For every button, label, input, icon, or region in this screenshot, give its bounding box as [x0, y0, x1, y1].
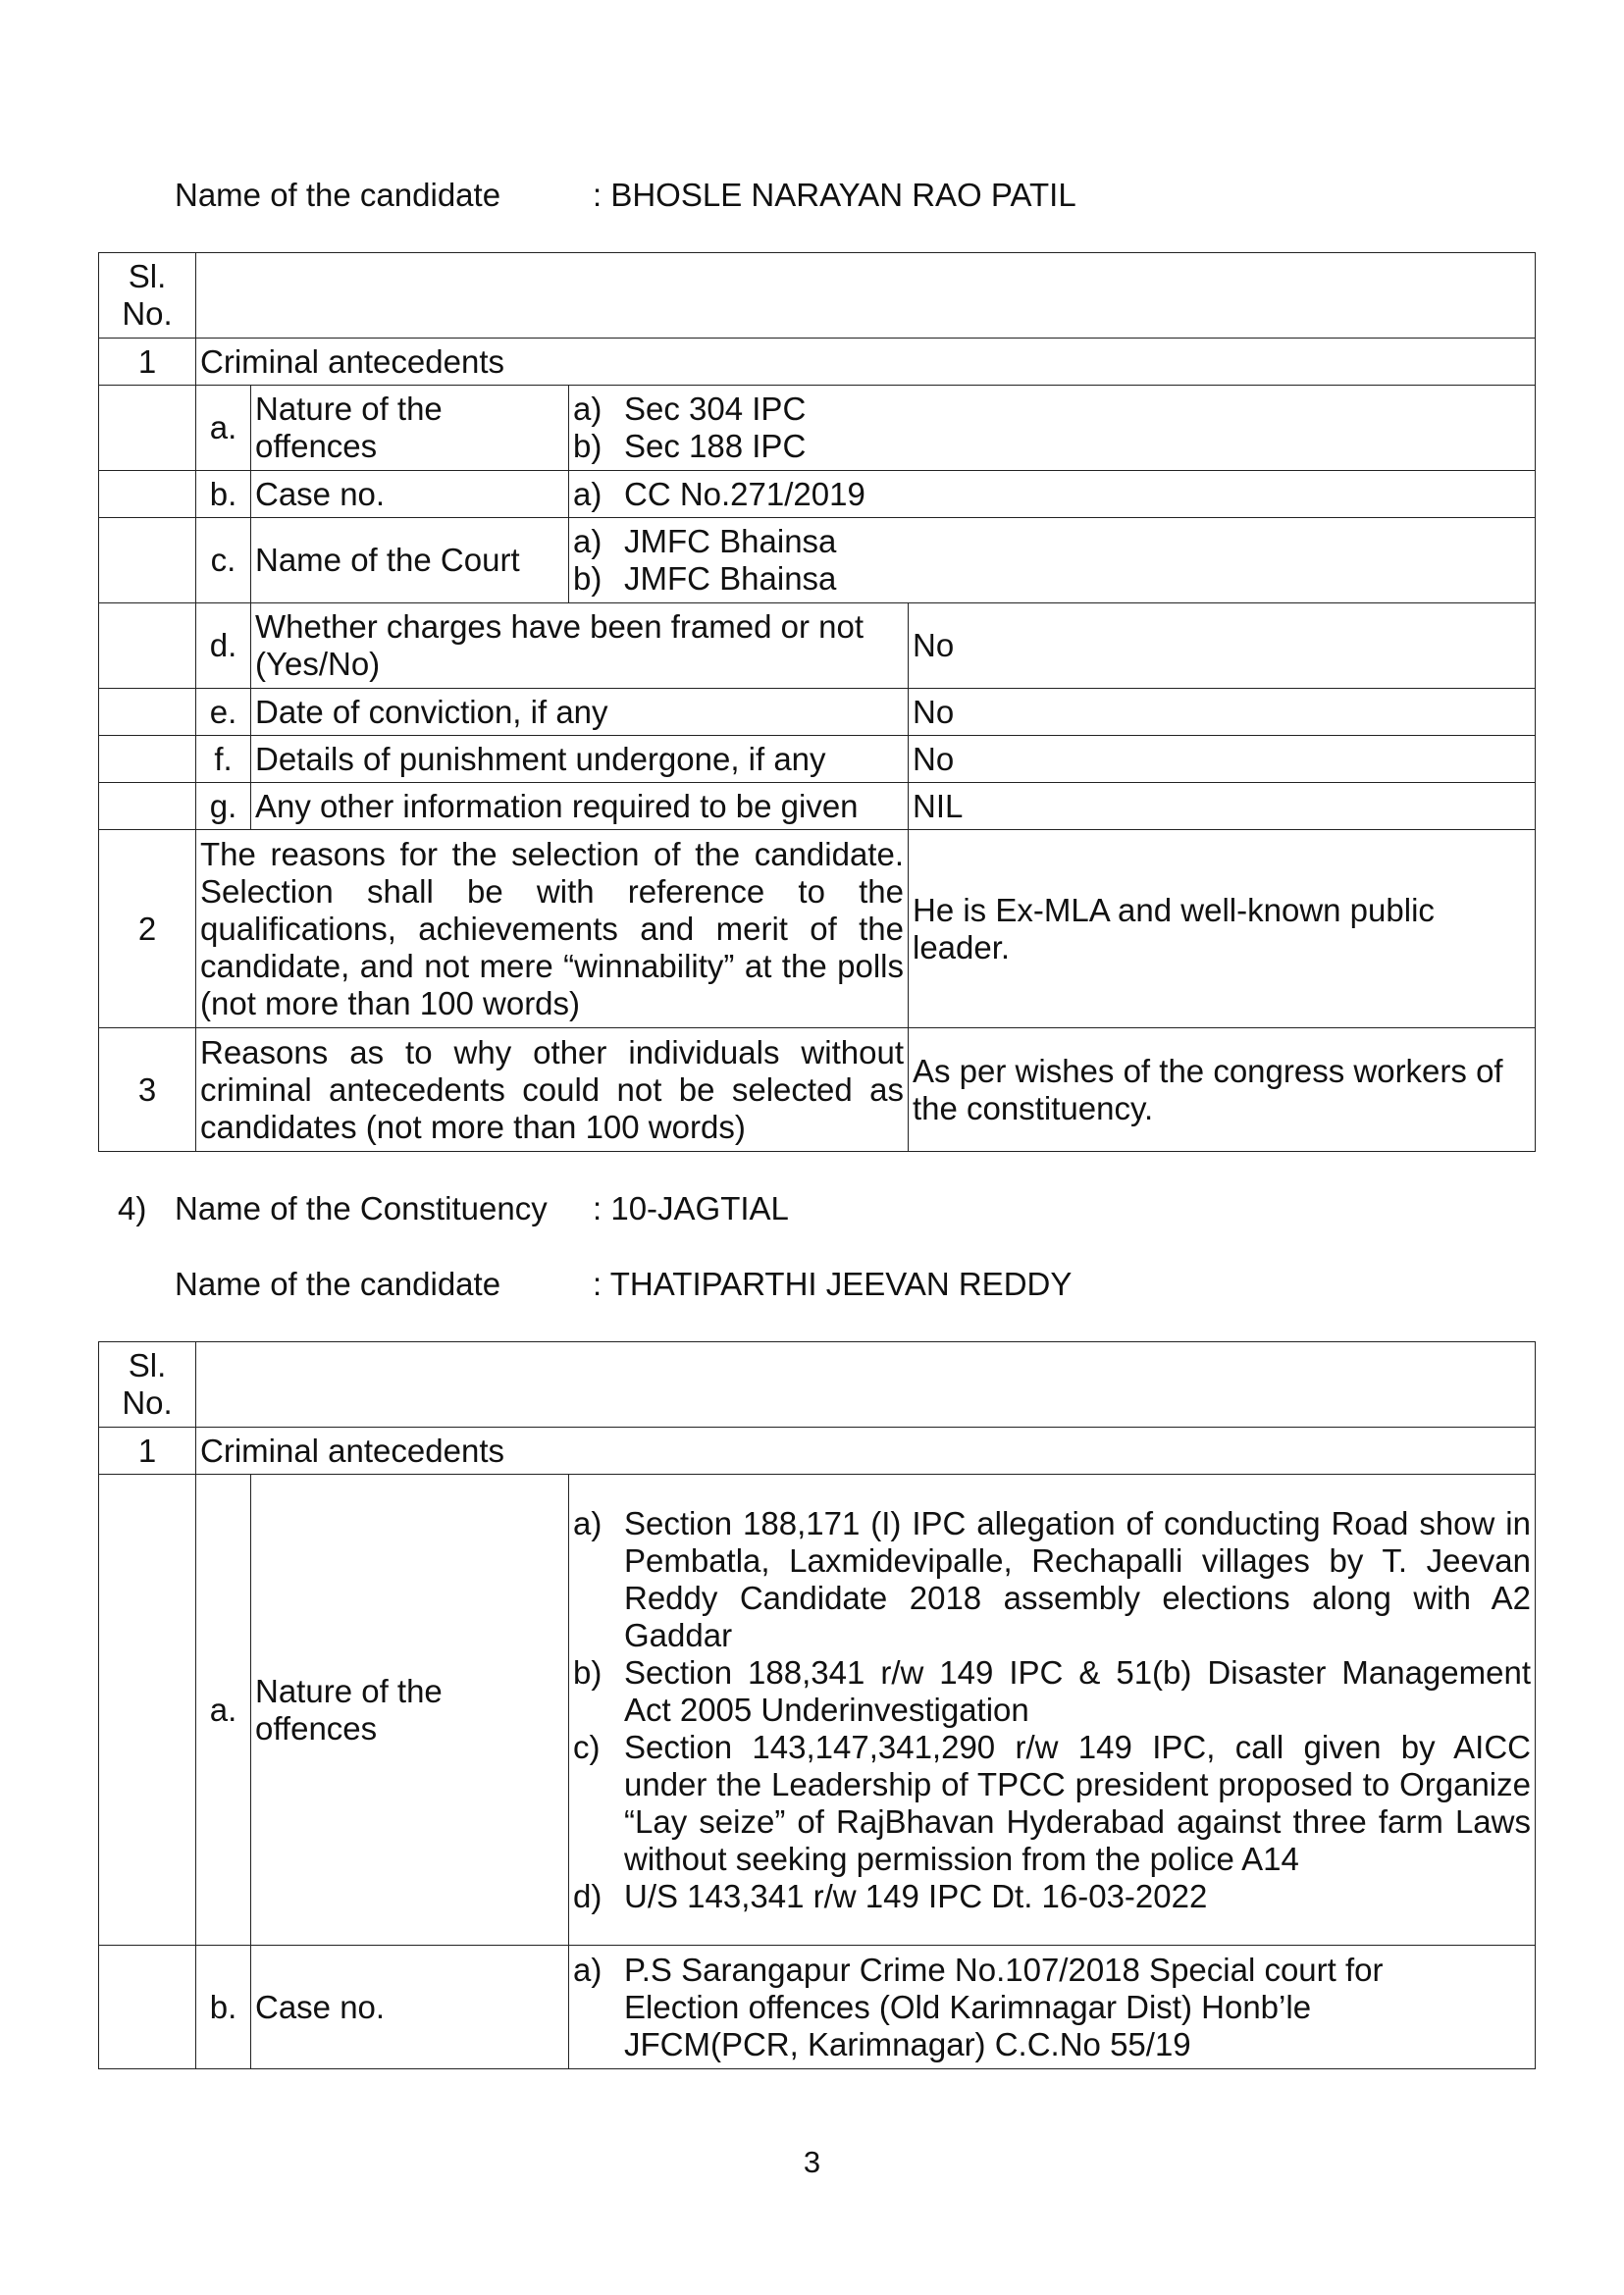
case-no-list: a) P.S Sarangapur Crime No.107/2018 Special court for Election offences (Old Karimnagar Dist) Honb’le JFCM(PCR, Karimnagar) C.C.No 55/19 [569, 1946, 1536, 2069]
sl-no-header: Sl. No. [99, 1342, 196, 1428]
other-info-label: Any other information required to be given [251, 783, 909, 830]
constituency-number: 4) [118, 1190, 147, 1226]
case-no-label: Case no. [251, 471, 569, 518]
court-list: a) JMFC Bhainsa b) JMFC Bhainsa [569, 518, 1536, 603]
criminal-antecedents-table-1 [98, 252, 1536, 1152]
sub-item-key: b. [196, 471, 251, 518]
constituency-value: : 10-JAGTIAL [593, 1190, 789, 1226]
candidate-name-value: : BHOSLE NARAYAN RAO PATIL [593, 177, 1076, 213]
case-no-label: Case no. [251, 1946, 569, 2069]
sub-item-key: c. [196, 518, 251, 603]
sl-no-header: Sl. No. [99, 253, 196, 339]
sub-item-key: a. [196, 386, 251, 471]
conviction-date-label: Date of conviction, if any [251, 689, 909, 736]
sub-item-key: b. [196, 1946, 251, 2069]
candidate-name-label: Name of the candidate [175, 1266, 501, 1302]
row-number: 1 [99, 339, 196, 386]
page-number: 3 [803, 2145, 821, 2179]
case-no-list: a) CC No.271/2019 [569, 471, 1536, 518]
candidate-name-value: : THATIPARTHI JEEVAN REDDY [593, 1266, 1073, 1302]
criminal-antecedents-label: Criminal antecedents [196, 339, 1536, 386]
sub-item-key: a. [196, 1475, 251, 1946]
offences-list: a) Sec 304 IPC b) Sec 188 IPC [569, 386, 1536, 471]
nature-of-offences-label: Nature of the offences [251, 1475, 569, 1946]
selection-reasons-label: The reasons for the selection of the candidate. Selection shall be with reference to the qualifications, achievements and merit of the candidate, and not mere “winnability” at the polls (not more than 100 words) [196, 830, 909, 1028]
charges-framed-label: Whether charges have been framed or not (Yes/No) [251, 603, 909, 689]
criminal-antecedents-table-2 [98, 1341, 1536, 2069]
court-name-label: Name of the Court [251, 518, 569, 603]
punishment-value: No [909, 736, 1536, 783]
constituency-label: Name of the Constituency [175, 1190, 548, 1226]
sub-item-key: f. [196, 736, 251, 783]
sub-item-key: g. [196, 783, 251, 830]
criminal-antecedents-label: Criminal antecedents [196, 1428, 1536, 1475]
candidate-name-label: Name of the candidate [175, 177, 501, 213]
charges-framed-value: No [909, 603, 1536, 689]
other-individuals-reasons-label: Reasons as to why other individuals without criminal antecedents could not be selected as candidates (not more than 100 words) [196, 1028, 909, 1152]
other-info-value: NIL [909, 783, 1536, 830]
sub-item-key: d. [196, 603, 251, 689]
row-number: 2 [99, 830, 196, 1028]
row-number: 1 [99, 1428, 196, 1475]
other-individuals-reasons-value: As per wishes of the congress workers of the constituency. [909, 1028, 1536, 1152]
offences-list: a) Section 188,171 (I) IPC allegation of conducting Road show in Pembatla, Laxmidevipalle, Rechapalli villages by T. Jeevan Reddy Candidate 2018 assembly elections along with A2 Gaddar b) Section 188,341 r/w 149 IPC & 51(b) Disaster Management Act 2005 Underinvestigation c) Section 143,147,341,290 r/w 149 IPC, call given by AICC under the Leadership of TPCC president proposed to Organize “Lay seize” of RajBhavan Hyderabad against three farm Laws without seeking permission from the police A14 d) U/S 143,341 r/w 149 IPC Dt. 16-03-2022 [569, 1475, 1536, 1946]
nature-of-offences-label: Nature of the offences [251, 386, 569, 471]
sub-item-key: e. [196, 689, 251, 736]
conviction-date-value: No [909, 689, 1536, 736]
selection-reasons-value: He is Ex-MLA and well-known public leader. [909, 830, 1536, 1028]
row-number: 3 [99, 1028, 196, 1152]
punishment-label: Details of punishment undergone, if any [251, 736, 909, 783]
